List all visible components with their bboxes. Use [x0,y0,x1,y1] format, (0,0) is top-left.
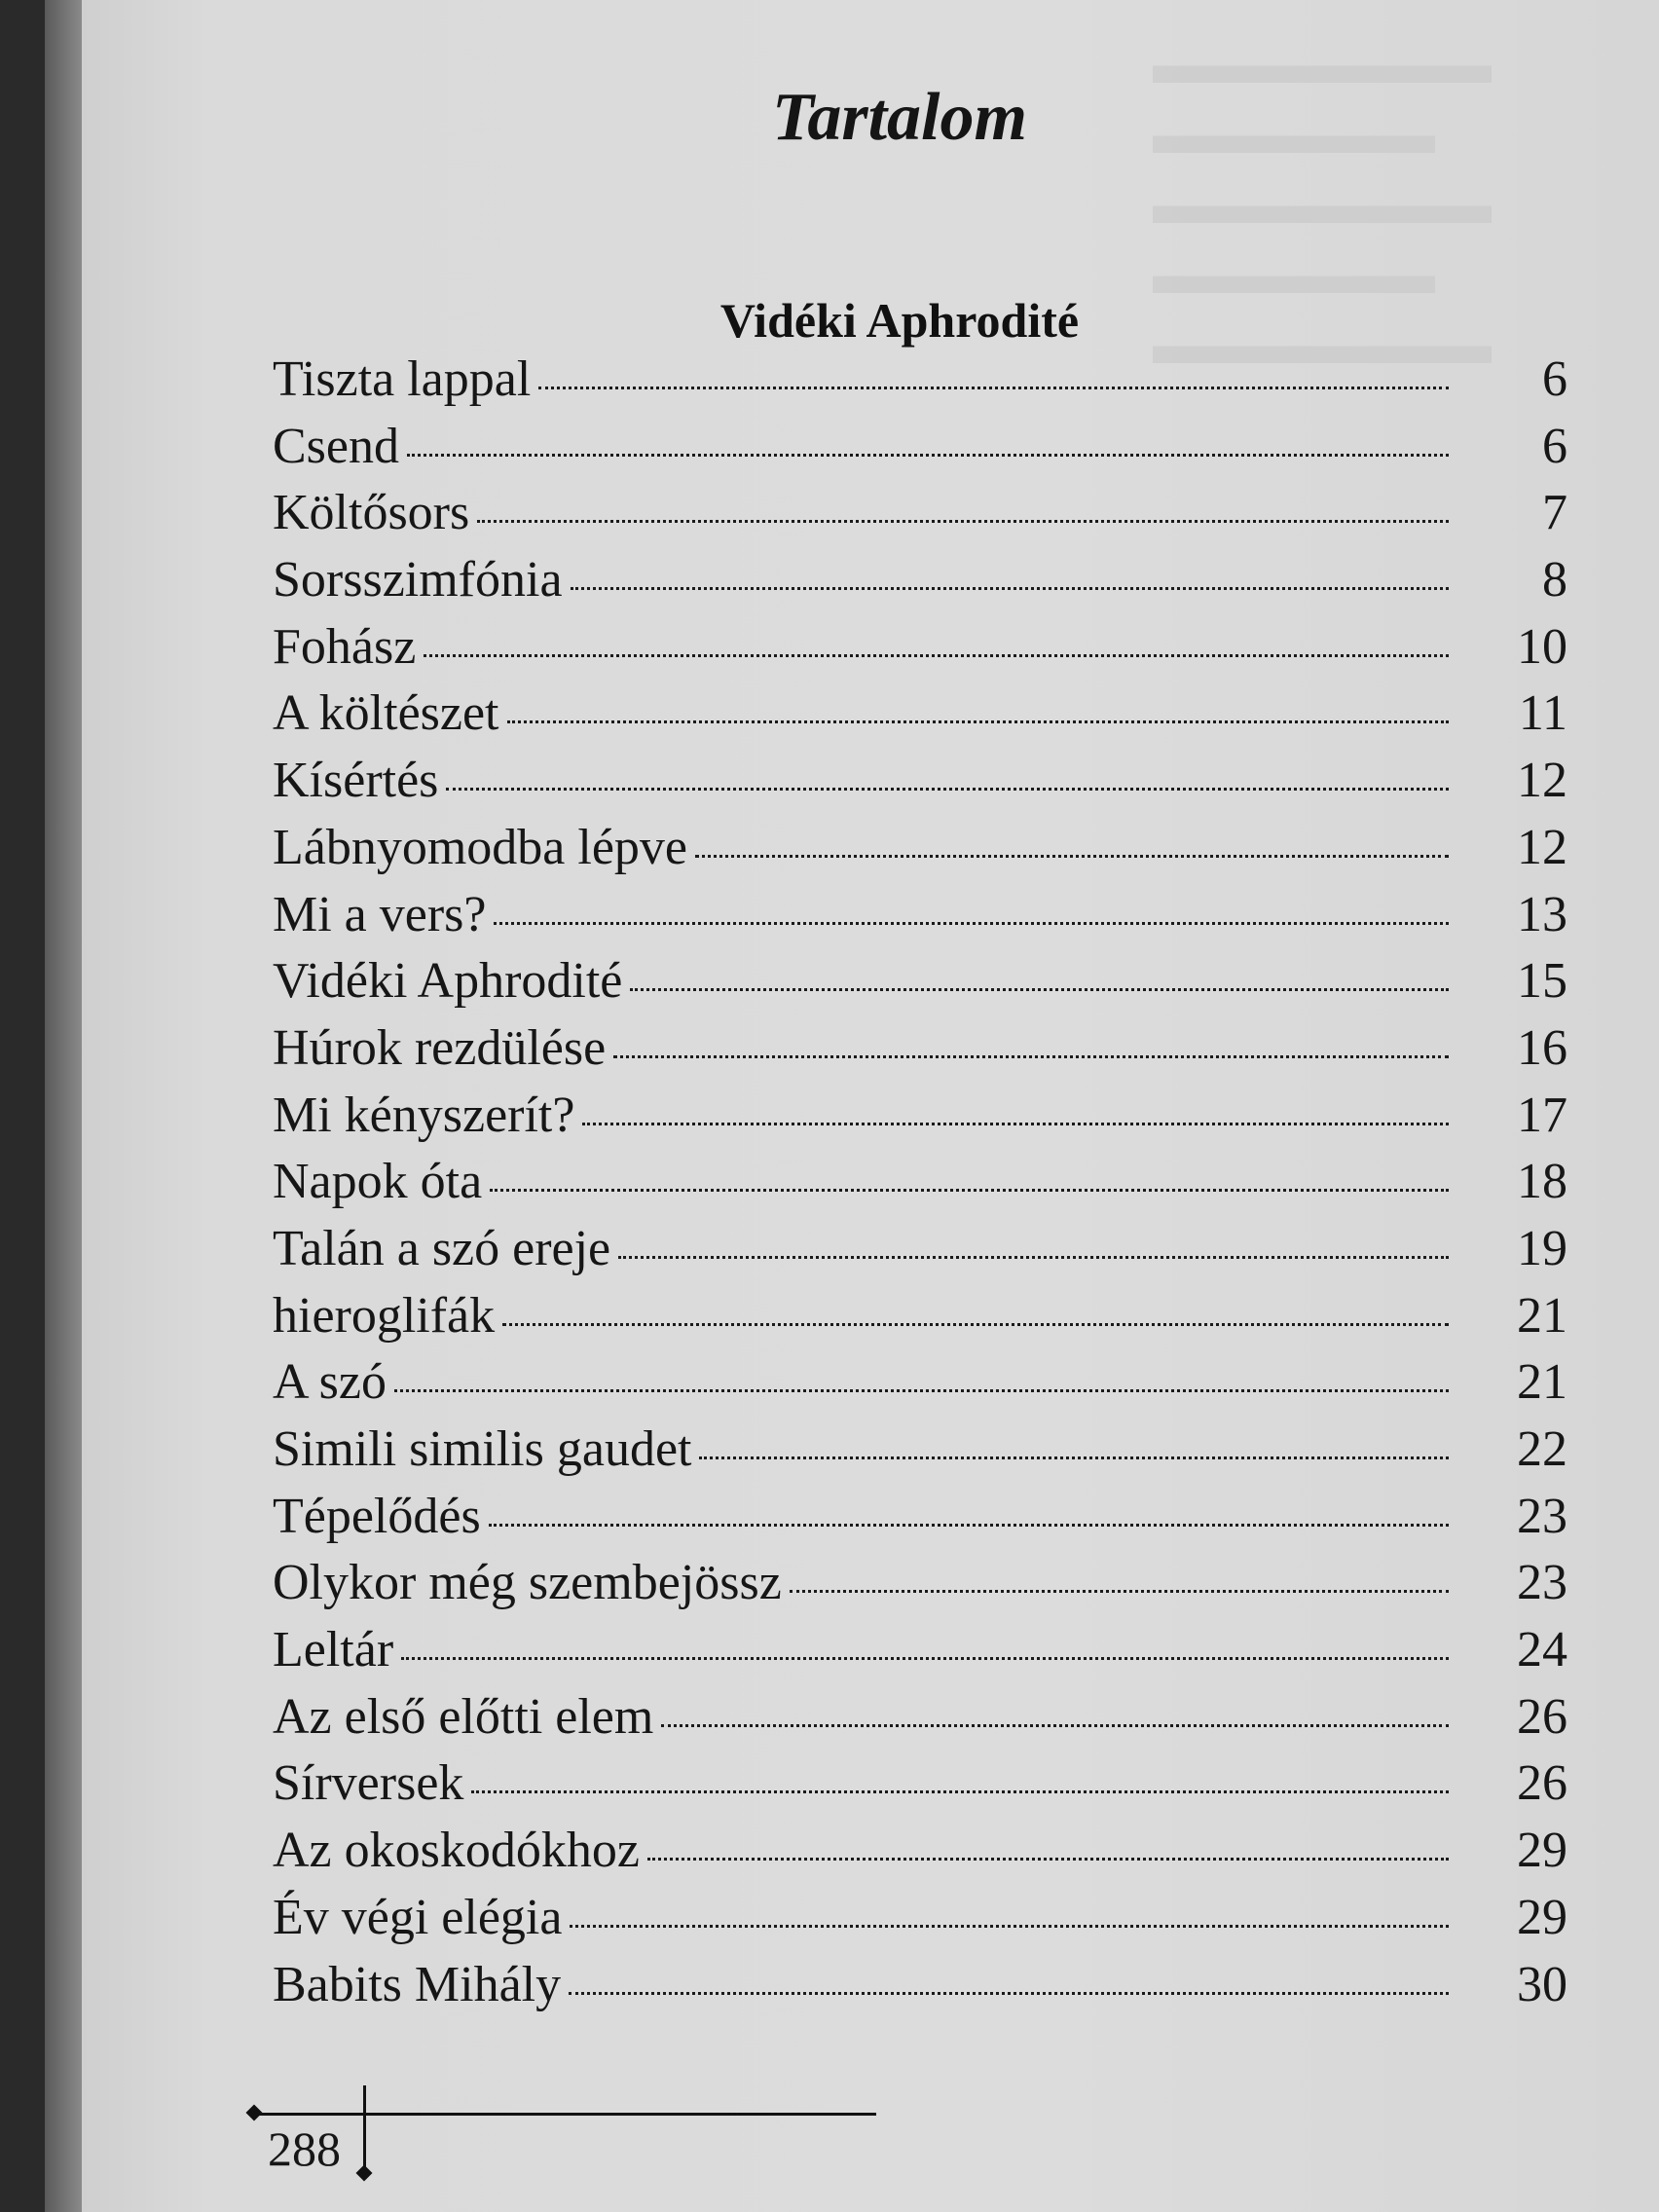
toc-entry [273,1688,1567,1755]
toc-entry-page: 15 [1517,953,1567,1010]
toc-entry-title: Talán a szó ereje [273,1220,611,1276]
toc-entry [273,1889,1567,1956]
toc-entry [273,1019,1567,1087]
toc-entry [273,618,1567,685]
toc-entry-page: 22 [1517,1421,1567,1477]
toc-entry-page: 12 [1517,753,1567,809]
toc-dot-leader [424,654,1449,657]
toc-dot-leader [471,1790,1449,1793]
footer-rule [253,2113,876,2116]
toc-entry-title: Sorsszimfónia [273,552,563,608]
toc-entry-title: Babits Mihály [273,1956,562,2012]
toc-entry-page: 10 [1517,618,1567,675]
toc-entry-title: Kísértés [273,753,439,809]
toc-dot-leader [490,1189,1449,1192]
toc-entry [273,1488,1567,1555]
toc-entry-title: Fohász [273,618,417,675]
toc-entry-title: Vidéki Aphrodité [273,953,623,1010]
toc-entry [273,1754,1567,1822]
toc-entry [273,484,1567,551]
toc-entry-title: Csend [273,418,399,474]
toc-entry-title: Tiszta lappal [273,351,532,407]
page-title: Tartalom [772,79,1027,155]
toc-entry [273,1353,1567,1420]
toc-entry [273,1420,1567,1488]
page-gutter-shadow [45,0,82,2212]
toc-dot-leader [661,1724,1449,1727]
page-number: 288 [268,2121,341,2176]
table-of-contents [273,350,1567,2022]
toc-dot-leader [407,454,1449,457]
toc-entry-title: Leltár [273,1622,394,1678]
book-spine [0,0,45,2212]
toc-dot-leader [630,988,1449,991]
toc-entry-title: Sírversek [273,1755,464,1812]
toc-entry-title: Tépelődés [273,1488,481,1544]
toc-entry [273,1153,1567,1220]
toc-entry [273,1087,1567,1154]
toc-dot-leader [582,1123,1449,1125]
toc-entry-page: 21 [1517,1354,1567,1411]
toc-entry-title: Húrok rezdülése [273,1019,607,1076]
section-heading: Vidéki Aphrodité [719,292,1080,348]
toc-dot-leader [446,788,1449,791]
toc-entry [273,752,1567,819]
toc-entry-page: 24 [1517,1622,1567,1678]
toc-dot-leader [569,1992,1449,1995]
toc-dot-leader [538,387,1449,389]
toc-entry-title: Mi a vers? [273,886,487,942]
toc-dot-leader [507,720,1449,723]
toc-entry-title: Év végi elégia [273,1889,563,1945]
toc-dot-leader [790,1590,1449,1593]
toc-entry-page: 12 [1517,819,1567,875]
toc-entry-title: hieroglifák [273,1287,496,1344]
toc-entry-title: Simili similis gaudet [273,1421,692,1477]
toc-entry-page: 11 [1518,685,1567,742]
toc-dot-leader [489,1524,1449,1527]
toc-dot-leader [401,1657,1449,1660]
toc-entry [273,886,1567,953]
footer-vertical-rule [363,2085,366,2175]
toc-dot-leader [695,855,1449,858]
toc-entry-page: 8 [1542,552,1567,608]
toc-entry [273,1287,1567,1354]
toc-entry-title: Az első előtti elem [273,1688,654,1745]
toc-entry-title: Napok óta [273,1154,483,1210]
toc-entry-page: 30 [1517,1956,1567,2012]
toc-entry [273,1822,1567,1889]
toc-entry-title: Költősors [273,485,470,541]
toc-entry-page: 6 [1542,418,1567,474]
toc-entry [273,551,1567,618]
toc-entry [273,684,1567,752]
toc-entry [273,1554,1567,1621]
bleed-through-text: ▬▬▬▬▬▬ ▬▬▬▬▬ ▬▬▬▬▬▬ ▬▬▬▬▬ ▬▬▬▬▬▬ [1153,32,1492,376]
toc-entry-page: 13 [1517,886,1567,942]
toc-entry-title: Mi kényszerít? [273,1087,575,1143]
toc-entry-page: 6 [1542,351,1567,407]
toc-entry-title: Lábnyomodba lépve [273,819,687,875]
toc-entry-page: 26 [1517,1688,1567,1745]
toc-entry [273,1621,1567,1688]
toc-entry [273,1956,1567,2023]
toc-entry [273,418,1567,485]
toc-entry-page: 21 [1517,1287,1567,1344]
toc-entry-page: 23 [1517,1488,1567,1544]
toc-dot-leader [494,922,1449,925]
toc-entry [273,819,1567,886]
toc-entry-title: A szó [273,1354,387,1411]
toc-dot-leader [699,1456,1449,1459]
toc-entry-page: 17 [1517,1087,1567,1143]
toc-entry-title: A költészet [273,685,499,742]
toc-dot-leader [647,1858,1449,1861]
toc-entry-page: 7 [1542,485,1567,541]
toc-dot-leader [613,1055,1449,1058]
toc-entry-title: Az okoskodókhoz [273,1823,640,1879]
toc-entry-page: 26 [1517,1755,1567,1812]
toc-dot-leader [618,1256,1449,1259]
toc-entry [273,1220,1567,1287]
toc-entry-page: 23 [1517,1555,1567,1611]
toc-entry-page: 29 [1517,1889,1567,1945]
toc-entry [273,350,1567,418]
toc-entry-page: 16 [1517,1019,1567,1076]
toc-entry-page: 18 [1517,1154,1567,1210]
toc-dot-leader [571,587,1449,590]
toc-dot-leader [394,1389,1449,1392]
toc-entry-page: 19 [1517,1220,1567,1276]
toc-entry [273,952,1567,1019]
toc-dot-leader [477,520,1449,523]
toc-dot-leader [570,1925,1449,1928]
toc-entry-title: Olykor még szembejössz [273,1555,782,1611]
toc-dot-leader [502,1323,1449,1326]
toc-entry-page: 29 [1517,1823,1567,1879]
